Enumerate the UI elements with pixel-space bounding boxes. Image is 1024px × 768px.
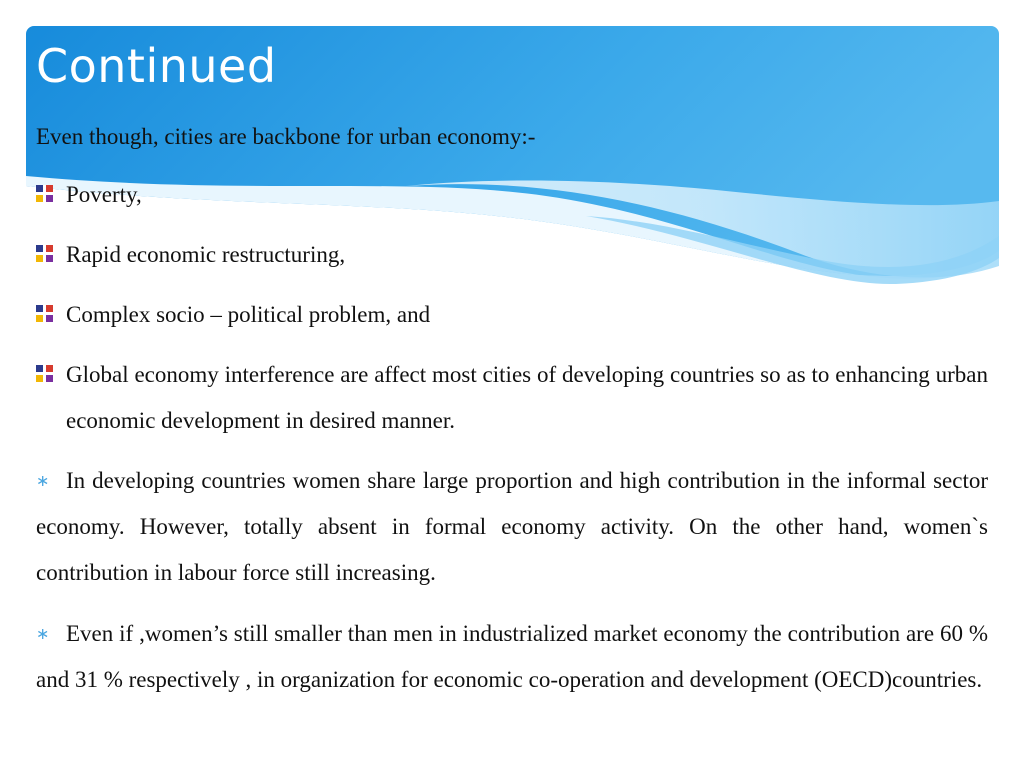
square-bullet-icon bbox=[36, 245, 53, 262]
paragraph bbox=[36, 611, 988, 703]
bullet-text: Rapid economic restructuring, bbox=[66, 242, 346, 267]
bullet-text: Global economy interference are affect most cities of developing countries so as to enhancing urban economic development in desired manner. bbox=[66, 362, 988, 433]
paragraph bbox=[36, 458, 988, 596]
slide-title: Continued bbox=[36, 39, 277, 93]
list-item bbox=[36, 172, 988, 218]
bullet-text: Poverty, bbox=[66, 182, 142, 207]
paragraph-text: Even if ,women’s still smaller than men in industrialized market economy the contribution are 60 % and 31 % respectively , in organization for economic co-operation and development (OECD)countries. bbox=[36, 621, 988, 692]
square-bullet-icon bbox=[36, 365, 53, 382]
list-item bbox=[36, 232, 988, 278]
bullet-text: Complex socio – political problem, and bbox=[66, 302, 431, 327]
intro-text: Even though, cities are backbone for urban economy:- bbox=[36, 124, 536, 149]
asterisk-bullet-icon: ∗ bbox=[36, 471, 50, 490]
list-item bbox=[36, 292, 988, 338]
paragraph-text: In developing countries women share large proportion and high contribution in the informal sector economy. However, totally absent in formal economy activity. On the other hand, women`s contribution in labour force still increasing. bbox=[36, 468, 988, 585]
square-bullet-icon bbox=[36, 305, 53, 322]
list-item bbox=[36, 352, 988, 444]
square-bullet-icon bbox=[36, 185, 53, 202]
asterisk-bullet-icon: ∗ bbox=[36, 624, 50, 643]
